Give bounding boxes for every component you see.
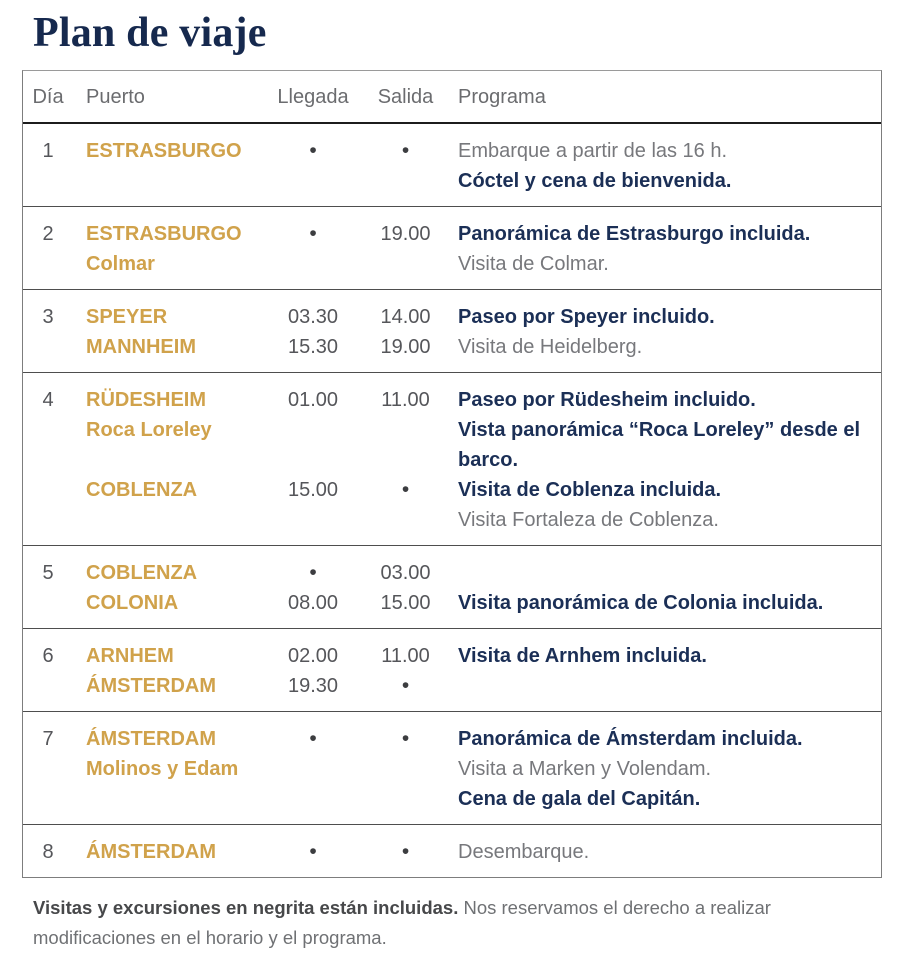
- arrival-time: 08.00: [287, 592, 339, 614]
- day-cell: [23, 641, 73, 701]
- day-number: 3: [42, 306, 54, 328]
- departure-cell: [353, 385, 458, 535]
- bullet-icon: •: [309, 727, 317, 750]
- bullet-icon: •: [401, 478, 410, 501]
- arrival-time: 15.00: [287, 479, 339, 501]
- port-name: ARNHEM: [86, 645, 174, 667]
- day-number: 7: [42, 728, 54, 750]
- port-name: Roca Loreley: [86, 419, 212, 441]
- program-line: Visita Fortaleza de Coblenza.: [458, 509, 719, 531]
- port-name: COLONIA: [86, 592, 179, 614]
- port-cell: [73, 136, 273, 196]
- bullet-icon: •: [309, 139, 317, 162]
- port-name: Colmar: [86, 253, 155, 275]
- itinerary-table: [22, 70, 882, 878]
- day-cell: [23, 136, 73, 196]
- program-cell: [458, 558, 881, 618]
- arrival-time: 03.30: [287, 306, 339, 328]
- bullet-icon: •: [401, 840, 410, 863]
- spacer-line: [458, 558, 875, 588]
- program-line: Panorámica de Ámsterdam incluida.: [458, 728, 803, 750]
- departure-cell: [353, 219, 458, 279]
- footnote: [33, 893, 881, 953]
- departure-time: 11.00: [381, 389, 430, 411]
- departure-cell: [353, 302, 458, 362]
- header-departure: Salida: [377, 86, 434, 108]
- port-name: ESTRASBURGO: [86, 140, 242, 162]
- arrival-time: 02.00: [287, 645, 339, 667]
- departure-time: 03.00: [380, 562, 431, 584]
- program-cell: [458, 219, 881, 279]
- arrival-cell: [273, 641, 353, 701]
- spacer-line: [273, 415, 353, 445]
- day-cell: [23, 558, 73, 618]
- departure-time: 19.00: [380, 223, 431, 245]
- port-name: ÁMSTERDAM: [86, 728, 216, 750]
- spacer-line: [273, 445, 353, 475]
- port-name: MANNHEIM: [86, 336, 196, 358]
- departure-time: 14.00: [380, 306, 431, 328]
- program-cell: [458, 641, 881, 701]
- footnote-bold: Visitas y excursiones en negrita están incluidas.: [33, 897, 459, 918]
- program-line: Embarque a partir de las 16 h.: [458, 140, 728, 162]
- table-row: [23, 206, 881, 289]
- program-cell: [458, 724, 881, 814]
- day-number: 2: [42, 223, 54, 245]
- program-cell: [458, 302, 881, 362]
- program-line: Visita de Heidelberg.: [458, 336, 643, 358]
- departure-cell: [353, 558, 458, 618]
- program-line: Visita de Coblenza incluida.: [458, 479, 722, 501]
- program-line: Visita de Arnhem incluida.: [458, 645, 707, 667]
- departure-cell: [353, 724, 458, 814]
- port-cell: [73, 302, 273, 362]
- day-cell: [23, 724, 73, 814]
- arrival-time: 01.00: [287, 389, 339, 411]
- header-arrival: Llegada: [277, 86, 349, 108]
- port-cell: [73, 724, 273, 814]
- arrival-time: 15.30: [287, 336, 339, 358]
- port-name: SPEYER: [86, 306, 168, 328]
- departure-time: 15.00: [380, 592, 431, 614]
- spacer-line: [86, 445, 273, 475]
- day-cell: [23, 837, 73, 867]
- table-row: [23, 545, 881, 628]
- day-number: 5: [42, 562, 54, 584]
- departure-time: 11.00: [381, 645, 430, 667]
- day-cell: [23, 385, 73, 535]
- spacer-line: [353, 415, 458, 445]
- bullet-icon: •: [401, 674, 410, 697]
- program-cell: [458, 837, 881, 867]
- table-row: [23, 824, 881, 877]
- departure-cell: [353, 136, 458, 196]
- day-cell: [23, 302, 73, 362]
- table-row: [23, 372, 881, 545]
- table-row: [23, 711, 881, 824]
- day-number: 6: [42, 645, 54, 667]
- page-title: Plan de viaje: [33, 10, 267, 56]
- port-name: Molinos y Edam: [86, 758, 239, 780]
- program-line: Vista panorámica “Roca Loreley” desde el barco.: [458, 419, 861, 471]
- port-name: RÜDESHEIM: [86, 389, 207, 411]
- departure-cell: [353, 837, 458, 867]
- arrival-time: 19.30: [287, 675, 339, 697]
- port-name: ESTRASBURGO: [86, 223, 242, 245]
- bullet-icon: •: [401, 727, 410, 750]
- table-header: [23, 71, 881, 124]
- program-line: Visita a Marken y Volendam.: [458, 758, 712, 780]
- header-program: Programa: [458, 86, 546, 108]
- port-cell: [73, 219, 273, 279]
- port-name: COBLENZA: [86, 479, 198, 501]
- program-line: Panorámica de Estrasburgo incluida.: [458, 223, 811, 245]
- program-line: Paseo por Speyer incluido.: [458, 306, 715, 328]
- table-row: [23, 289, 881, 372]
- arrival-cell: [273, 385, 353, 535]
- day-number: 8: [42, 841, 54, 863]
- header-day: Día: [32, 86, 64, 108]
- program-cell: [458, 136, 881, 196]
- port-name: ÁMSTERDAM: [86, 841, 216, 863]
- bullet-icon: •: [309, 222, 317, 245]
- day-number: 1: [42, 140, 54, 162]
- arrival-cell: [273, 219, 353, 279]
- bullet-icon: •: [401, 139, 410, 162]
- day-number: 4: [42, 389, 54, 411]
- port-name: ÁMSTERDAM: [86, 675, 216, 697]
- program-cell: [458, 385, 881, 535]
- port-cell: [73, 558, 273, 618]
- spacer-line: [353, 445, 458, 475]
- arrival-cell: [273, 136, 353, 196]
- arrival-cell: [273, 724, 353, 814]
- program-line: Visita panorámica de Colonia incluida.: [458, 592, 824, 614]
- port-name: COBLENZA: [86, 562, 198, 584]
- departure-time: 19.00: [380, 336, 431, 358]
- departure-cell: [353, 641, 458, 701]
- arrival-cell: [273, 558, 353, 618]
- arrival-cell: [273, 302, 353, 362]
- day-cell: [23, 219, 73, 279]
- footnote-regular: Nos reservamos el derecho a realizar modificaciones en el horario y el programa.: [33, 897, 771, 948]
- program-line: Desembarque.: [458, 841, 590, 863]
- port-cell: [73, 385, 273, 535]
- table-row: [23, 628, 881, 711]
- bullet-icon: •: [309, 840, 317, 863]
- program-line: Cóctel y cena de bienvenida.: [458, 170, 732, 192]
- program-line: Paseo por Rüdesheim incluido.: [458, 389, 756, 411]
- port-cell: [73, 641, 273, 701]
- program-line: Visita de Colmar.: [458, 253, 609, 275]
- bullet-icon: •: [309, 561, 317, 584]
- table-row: [23, 124, 881, 206]
- program-line: Cena de gala del Capitán.: [458, 788, 701, 810]
- arrival-cell: [273, 837, 353, 867]
- header-port: Puerto: [86, 86, 145, 108]
- port-cell: [73, 837, 273, 867]
